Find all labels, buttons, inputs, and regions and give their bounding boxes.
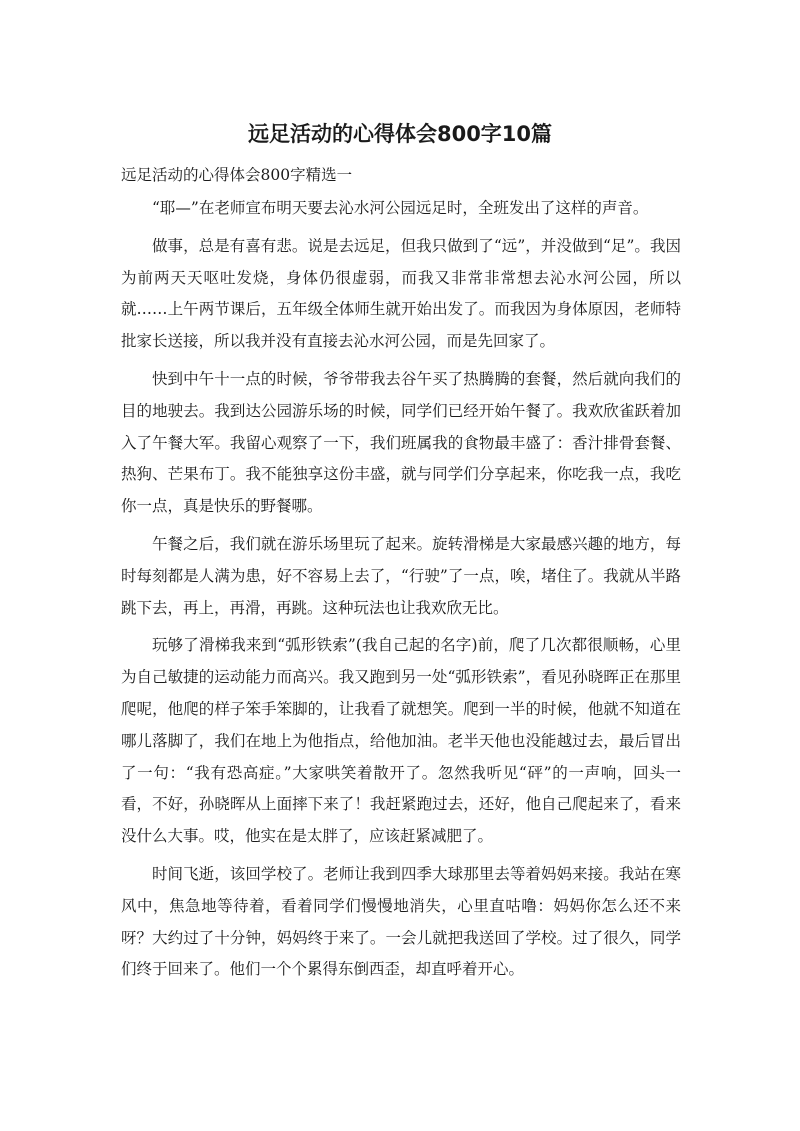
paragraph: 做事，总是有喜有悲。说是去远足，但我只做到了“远”，并没做到“足”。我因为前两天天呕吐发烧，身体仍很虚弱，而我又非常非常想去沁水河公园，所以就……上午两节课后，五年级全体师生就开始出发了。而我因为身体原因，老师特批家长送接，所以我并没有直接去沁水河公园，而是先回家了。 (121, 236, 681, 351)
paragraph: “耶—”在老师宣布明天要去沁水河公园远足时，全班发出了这样的声音。 (152, 199, 649, 217)
paragraph: 快到中午十一点的时候，爷爷带我去谷午买了热腾腾的套餐，然后就向我们的目的地驶去。我到达公园游乐场的时候，同学们已经开始午餐了。我欢欣雀跃着加入了午餐大军。我留心观察了一下，我们班属我的食物最丰盛了：香汁排骨套餐、热狗、芒果布丁。我不能独享这份丰盛，就与同学们分享起来，你吃我一点，我吃你一点，真是快乐的野餐哪。 (121, 369, 681, 516)
document-subtitle: 远足活动的心得体会800字精选一 (121, 166, 353, 184)
paragraph: 午餐之后，我们就在游乐场里玩了起来。旋转滑梯是大家最感兴趣的地方，每时每刻都是人满为患，好不容易上去了，“行驶”了一点，唉，堵住了。我就从半路跳下去，再上，再滑，再跳。这种玩法也让我欢欣无比。 (121, 534, 681, 617)
paragraph: 玩够了滑梯我来到“弧形铁索”(我自己起的名字)前，爬了几次都很顺畅，心里为自己敏捷的运动能力而高兴。我又跑到另一处“弧形铁索”，看见孙晓晖正在那里爬呢，他爬的样子笨手笨脚的，让我看了就想笑。爬到一半的时候，他就不知道在哪儿落脚了，我们在地上为他指点，给他加油。老半天他也没能越过去，最后冒出了一句：“我有恐高症。”大家哄笑着散开了。忽然我听见“砰”的一声响，回头一看，不好，孙晓晖从上面摔下来了！我赶紧跑过去，还好，他自己爬起来了，看来没什么大事。哎，他实在是太胖了，应该赶紧减肥了。 (121, 636, 681, 846)
document-body (121, 193, 681, 992)
document-title: 远足活动的心得体会800字10篇 (247, 122, 553, 146)
paragraph: 时间飞逝，该回学校了。老师让我到四季大球那里去等着妈妈来接。我站在寒风中，焦急地等待着，看着同学们慢慢地消失，心里直咕噜：妈妈你怎么还不来呀？大约过了十分钟，妈妈终于来了。一会儿就把我送回了学校。过了很久，同学们终于回来了。他们一个个累得东倒西歪，却直呼着开心。 (121, 864, 681, 979)
